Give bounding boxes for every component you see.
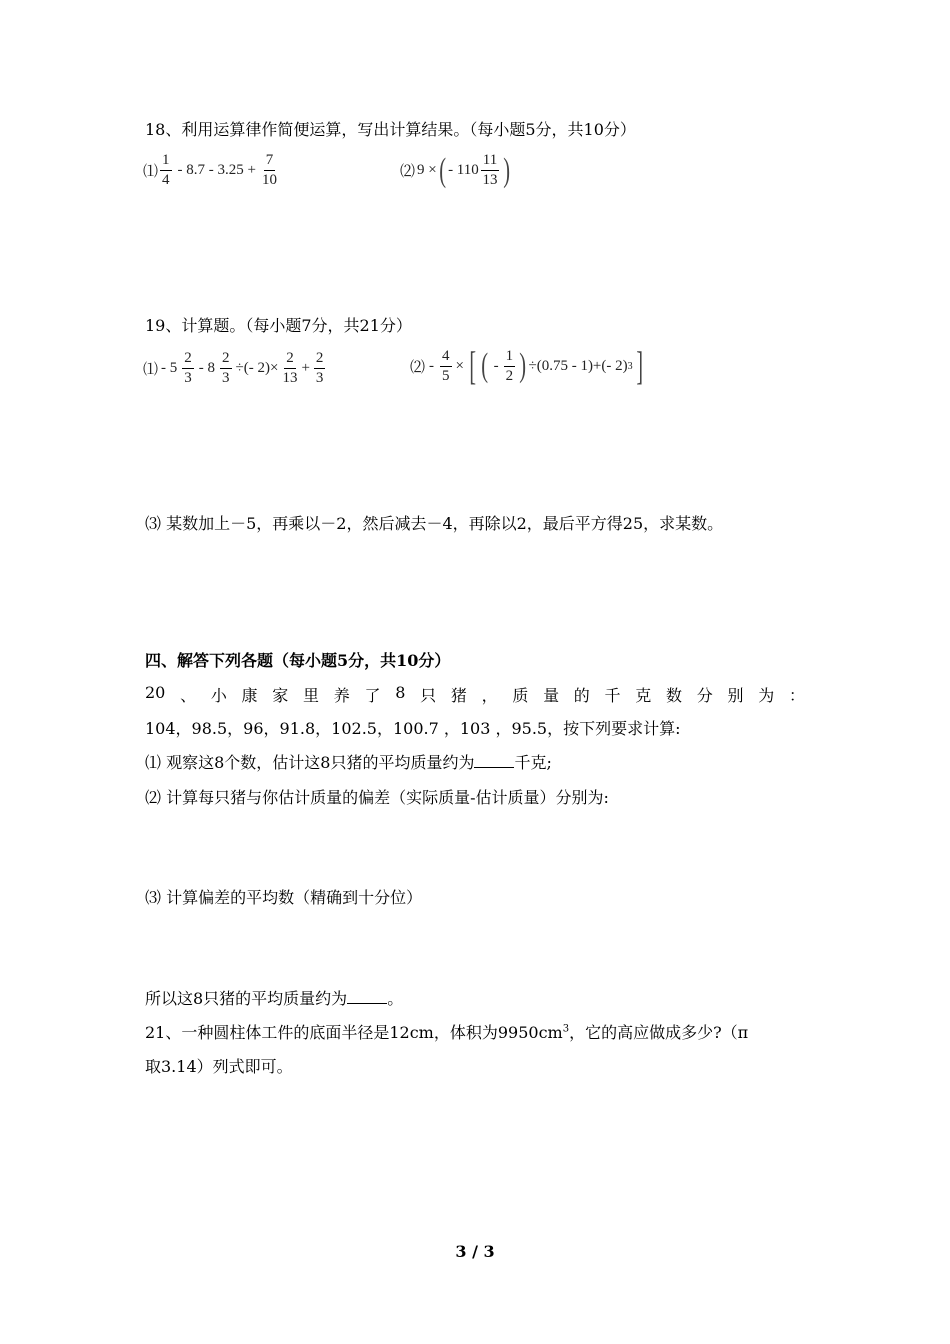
q20-step-2: ⑵ 计算每只猪与你估计质量的偏差（实际质量-估计质量）分别为:	[145, 788, 609, 807]
q18-expr-1	[143, 153, 279, 188]
q20-line-1-char: 20	[145, 683, 166, 702]
q20-conclusion-text: 所以这8只猪的平均质量约为	[145, 989, 348, 1008]
q21-line-1-end: ，它的高应做成多少?（π	[569, 1023, 749, 1042]
q20-step-1-unit: 千克;	[514, 753, 552, 772]
q20-line-1-char: ，	[481, 686, 498, 705]
q21-line-2: 取3.14）列式即可。	[145, 1057, 293, 1076]
q20-line-1-char: 小	[210, 686, 227, 705]
q20-conclusion-end: 。	[387, 989, 404, 1008]
q19-p1-b: - 8	[198, 360, 216, 376]
q18-p1-frac-2: $\frac{7}{10}$	[261, 152, 277, 188]
q20-step-3: ⑶ 计算偏差的平均数（精确到十分位）	[145, 888, 423, 907]
q21-line-1	[145, 1020, 748, 1043]
q20-line-1	[145, 683, 805, 706]
q20-line-1-char: 为	[758, 686, 775, 705]
q20-line-1-char: ：	[788, 686, 805, 705]
q19-p1-frac-4: $\frac{2}{3}$	[315, 350, 324, 386]
q20-line-1-char: 、	[180, 686, 197, 705]
q19-p2-b: ×	[455, 357, 464, 374]
q18-title: 18、利用运算律作简便运算，写出计算结果。（每小题5分，共10分）	[145, 120, 636, 139]
q20-line-1-char: 只	[420, 686, 437, 705]
answer-blank-2[interactable]	[347, 989, 387, 1004]
answer-blank-1[interactable]	[474, 753, 514, 768]
page-number: 3 / 3	[455, 1242, 495, 1261]
q19-p1-a: - 5	[161, 360, 178, 376]
q18-p2-pre: 9 ×	[417, 162, 437, 178]
q19-expr-1	[143, 351, 327, 386]
q19-p1-frac-2: $\frac{2}{3}$	[222, 350, 230, 386]
q20-line-1-char: 质	[512, 686, 529, 705]
q20-step-1-text: ⑴ 观察这8个数，估计这8只猪的平均质量约为	[145, 753, 475, 772]
q20-line-2: 104，98.5，96，91.8，102.5，100.7 ，103 ，95.5，按下列要求计算:	[145, 719, 681, 738]
q20-line-1-char: 别	[727, 686, 744, 705]
q18-expr-2: ⑵ 9 × ( - 110 $\frac{11}{13}$ )	[400, 151, 511, 189]
q18-p1-frac-1: $\frac{1}{4}$	[162, 152, 170, 188]
q20-line-1-char: 康	[241, 686, 258, 705]
q19-p1-frac-3: $\frac{2}{13}$	[282, 350, 298, 386]
q19-expr-2: ⑵ - $\frac{4}{5}$ × [ ( - $\frac{1}{2}$ ) ÷(0.75 - 1)+(- 2) 3 ]	[410, 343, 643, 388]
q20-line-1-char: 数	[666, 686, 683, 705]
q20-conclusion	[145, 986, 403, 1009]
q18-p2-frac: $\frac{11}{13}$	[482, 152, 498, 188]
q18-p2-inner: - 110	[448, 162, 479, 178]
q19-title: 19、计算题。（每小题7分，共21分）	[145, 316, 412, 335]
q19-p2-frac-1: $\frac{4}{5}$	[442, 347, 450, 384]
q20-line-1-char: 8	[395, 683, 406, 702]
q21-line-1-text: 21、一种圆柱体工件的底面半径是12cm，体积为9950cm	[145, 1023, 563, 1042]
q18-p1-label: ⑴	[143, 164, 159, 180]
q21-exponent: 3	[562, 1023, 570, 1035]
q20-line-1-char: 分	[696, 686, 713, 705]
q19-p2-d: ÷(0.75 - 1)+(- 2)	[528, 357, 628, 374]
q20-step-1	[145, 750, 552, 773]
section-4-heading: 四、解答下列各题（每小题5分，共10分）	[145, 651, 451, 670]
q20-line-1-char: 了	[364, 686, 381, 705]
q20-line-1-char: 里	[303, 686, 320, 705]
q20-line-1-char: 家	[272, 686, 289, 705]
q19-p1-frac-1: $\frac{2}{3}$	[184, 350, 192, 386]
q19-p2-exponent: 3	[627, 360, 633, 372]
q20-line-1-char: 量	[543, 686, 560, 705]
q20-line-1-char: 克	[635, 686, 652, 705]
q19-p1-d: +	[301, 360, 310, 376]
q19-part3: ⑶ 某数加上－5，再乘以－2，然后减去－4，再除以2，最后平方得25，求某数。	[145, 514, 724, 533]
q20-line-1-char: 养	[333, 686, 350, 705]
q19-p2-label: ⑵	[410, 359, 426, 376]
q20-line-1-char: 的	[573, 686, 590, 705]
q19-p2-frac-2: $\frac{1}{2}$	[505, 347, 514, 384]
q20-line-1-char: 猪	[450, 686, 467, 705]
q19-p2-c: -	[493, 357, 499, 374]
q19-p2-a: -	[429, 357, 435, 374]
q20-line-1-char: 千	[604, 686, 621, 705]
q18-p2-label: ⑵	[400, 164, 416, 180]
q18-p1-mid: - 8.7 - 3.25 +	[177, 162, 256, 178]
q19-p1-c: ÷(- 2)×	[235, 360, 279, 376]
q19-p1-label: ⑴	[143, 362, 159, 378]
